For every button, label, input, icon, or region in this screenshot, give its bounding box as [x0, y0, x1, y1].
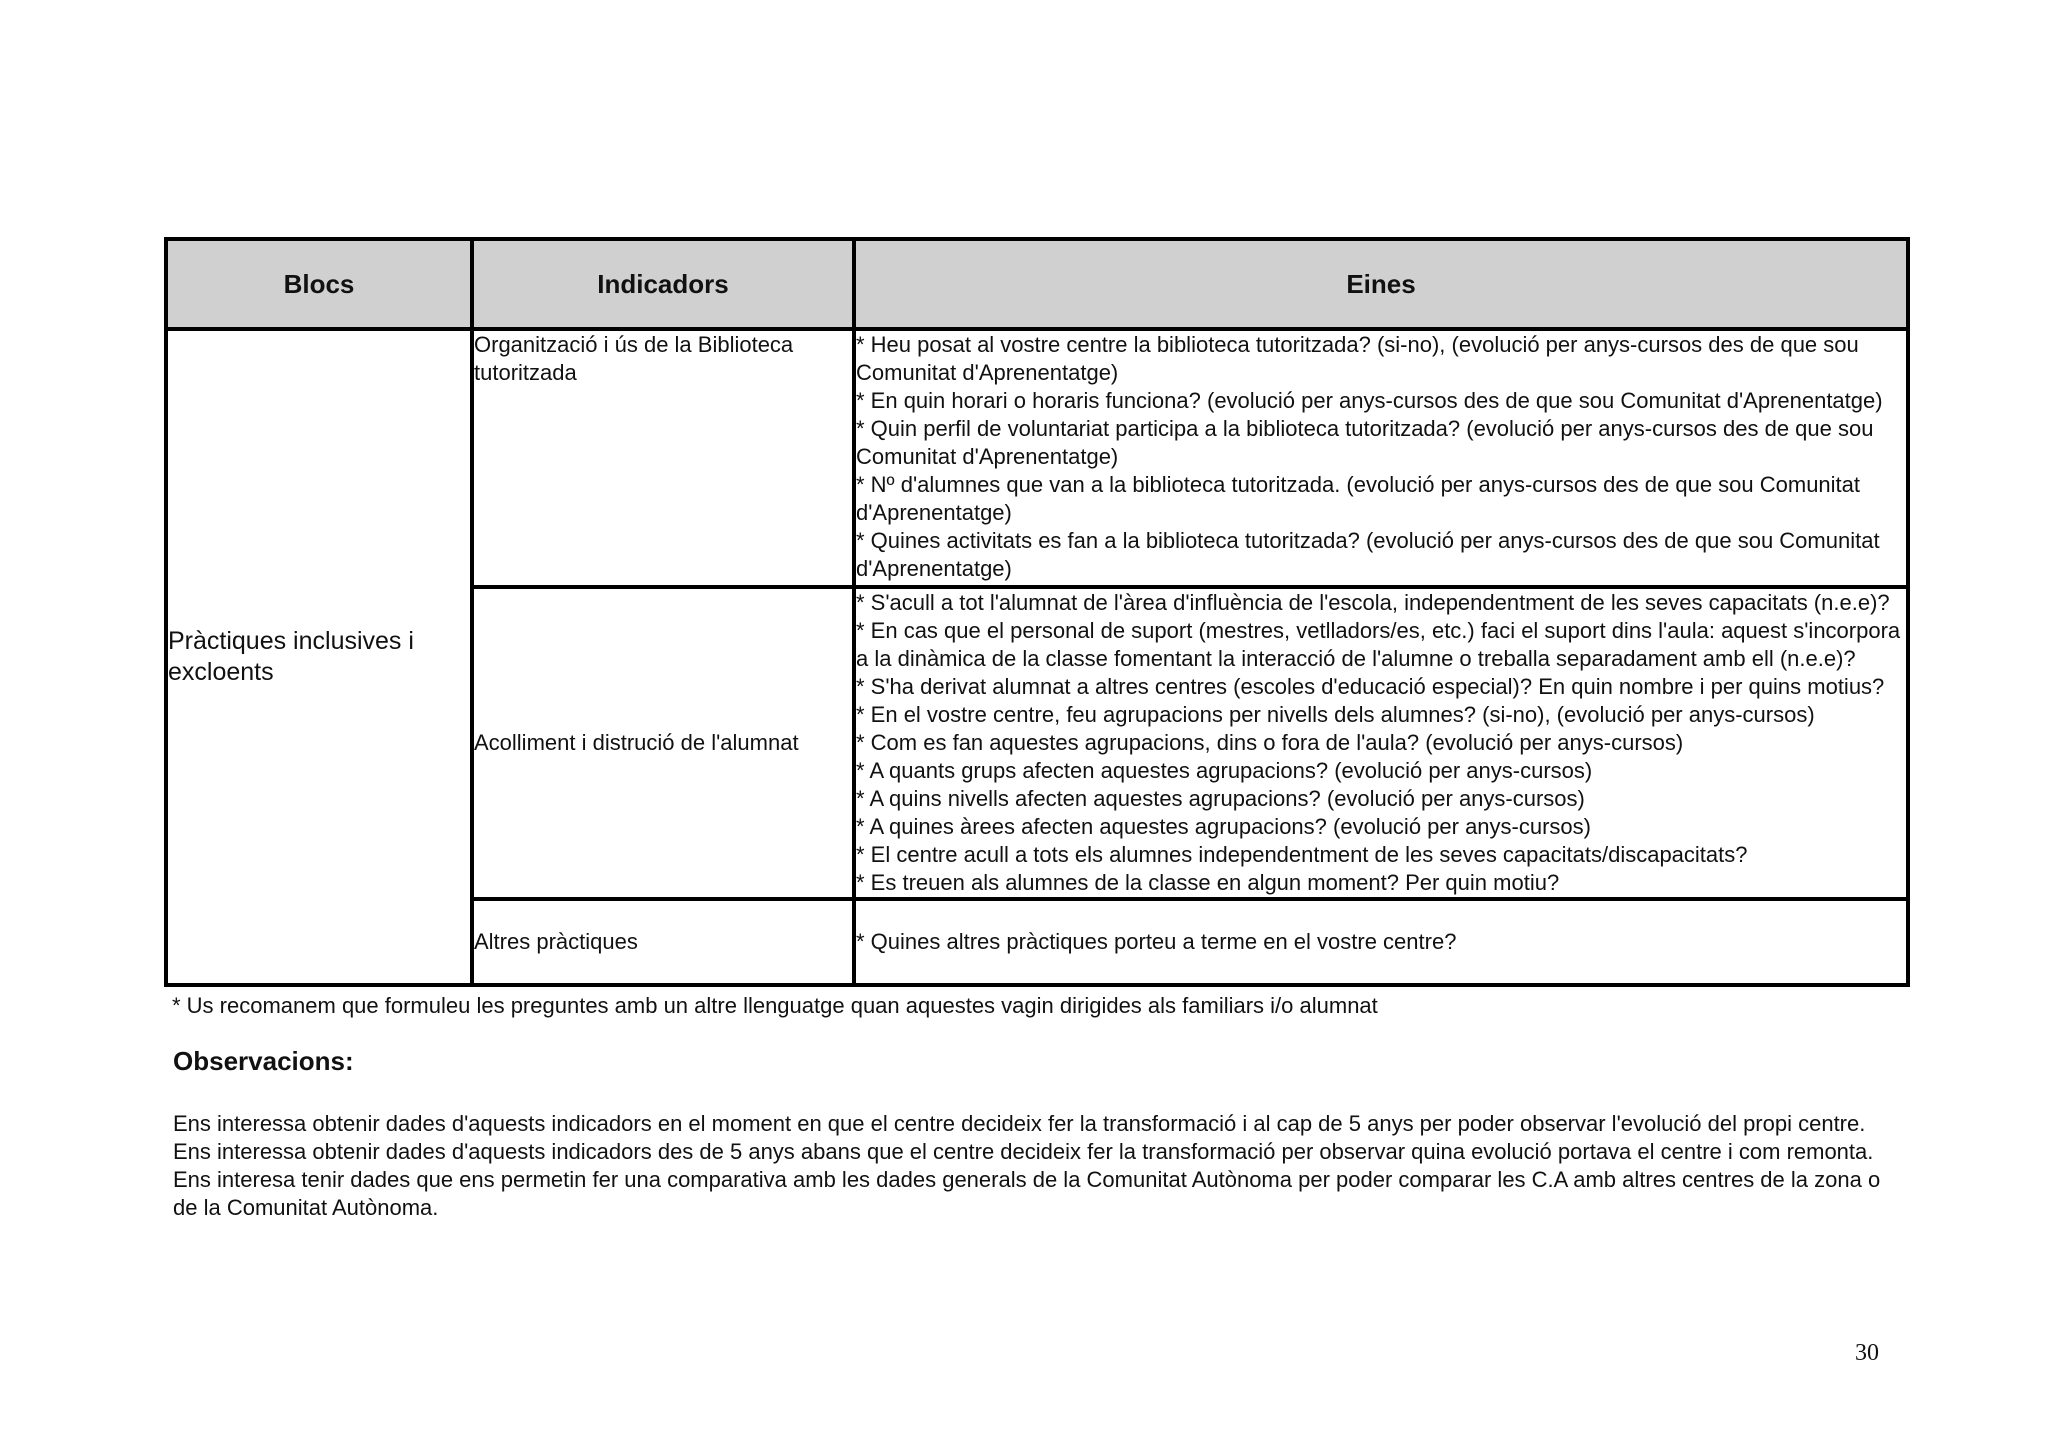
- eines-item: * Quines activitats es fan a la biblioteca tutoritzada? (evolució per anys-cursos des de que sou Comunitat d'Aprenentatge): [856, 528, 1880, 581]
- eines-item: * En cas que el personal de suport (mestres, vetlladors/es, etc.) faci el suport dins l'aula: aquest s'incorpora a la dinàmica de la classe fomentant la interacció de l'alumne o treballa separadament amb ell (n.e.e)?: [856, 618, 1901, 671]
- observacions-paragraph: Ens interessa obtenir dades d'aquests indicadors des de 5 anys abans que el centre decideix fer la transformació per observar quina evolució portava el centre i com remonta.: [173, 1139, 1874, 1164]
- observacions-paragraph: Ens interesa tenir dades que ens permetin fer una comparativa amb les dades generals de la Comunitat Autònoma per poder comparar les C.A amb altres centres de la zona o de la Comunitat Autònoma.: [173, 1167, 1881, 1220]
- table-footnote: * Us recomanem que formuleu les preguntes amb un altre llenguatge quan aquestes vagin dirigides als familiars i/o alumnat: [172, 993, 1378, 1018]
- table-row: [166, 329, 1908, 587]
- eines-item: * Quin perfil de voluntariat participa a la biblioteca tutoritzada? (evolució per anys-cursos des de que sou Comunitat d'Aprenentatge): [856, 416, 1874, 469]
- eines-item: * S'ha derivat alumnat a altres centres (escoles d'educació especial)? En quin nombre i per quins motius?: [856, 674, 1885, 699]
- observacions-title: Observacions:: [173, 1046, 354, 1076]
- eines-item: * Heu posat al vostre centre la biblioteca tutoritzada? (si-no), (evolució per anys-cursos des de que sou Comunitat d'Aprenentatge): [856, 332, 1859, 385]
- header-eines: Eines: [854, 239, 1908, 329]
- eines-item: * A quins nivells afecten aquestes agrupacions? (evolució per anys-cursos): [856, 786, 1585, 811]
- indicador-cell: Organització i ús de la Biblioteca tutoritzada: [472, 329, 854, 587]
- header-indicadors: Indicadors: [472, 239, 854, 329]
- bloc-cell: Pràctiques inclusives i excloents: [166, 329, 472, 985]
- eines-item: * Es treuen als alumnes de la classe en algun moment? Per quin motiu?: [856, 870, 1560, 895]
- header-blocs: Blocs: [166, 239, 472, 329]
- indicador-cell: Altres pràctiques: [472, 899, 854, 985]
- page-number: 30: [1855, 1340, 1879, 1366]
- eines-item: * A quines àrees afecten aquestes agrupacions? (evolució per anys-cursos): [856, 814, 1591, 839]
- eines-cell: [854, 329, 1908, 587]
- eines-item: * Quines altres pràctiques porteu a terme en el vostre centre?: [856, 929, 1457, 954]
- eines-item: * S'acull a tot l'alumnat de l'àrea d'influència de l'escola, independentment de les seves capacitats (n.e.e)?: [856, 590, 1890, 615]
- eines-cell: [854, 899, 1908, 985]
- eines-item: * En el vostre centre, feu agrupacions per nivells dels alumnes? (si-no), (evolució per anys-cursos): [856, 702, 1815, 727]
- eines-table: [164, 237, 1910, 987]
- eines-item: * El centre acull a tots els alumnes independentment de les seves capacitats/discapacitats?: [856, 842, 1748, 867]
- eines-cell: [854, 587, 1908, 899]
- indicador-cell: Acolliment i distrució de l'alumnat: [472, 587, 854, 899]
- eines-item: * Nº d'alumnes que van a la biblioteca tutoritzada. (evolució per anys-cursos des de que sou Comunitat d'Aprenentatge): [856, 472, 1861, 525]
- eines-item: * En quin horari o horaris funciona? (evolució per anys-cursos des de que sou Comunitat d'Aprenentatge): [856, 388, 1883, 413]
- eines-item: * Com es fan aquestes agrupacions, dins o fora de l'aula? (evolució per anys-cursos): [856, 730, 1684, 755]
- eines-item: * A quants grups afecten aquestes agrupacions? (evolució per anys-cursos): [856, 758, 1593, 783]
- observacions-text: [173, 1110, 1893, 1222]
- observacions-paragraph: Ens interessa obtenir dades d'aquests indicadors en el moment en que el centre decideix fer la transformació i al cap de 5 anys per poder observar l'evolució del propi centre.: [173, 1111, 1866, 1136]
- table-header-row: [166, 239, 1908, 329]
